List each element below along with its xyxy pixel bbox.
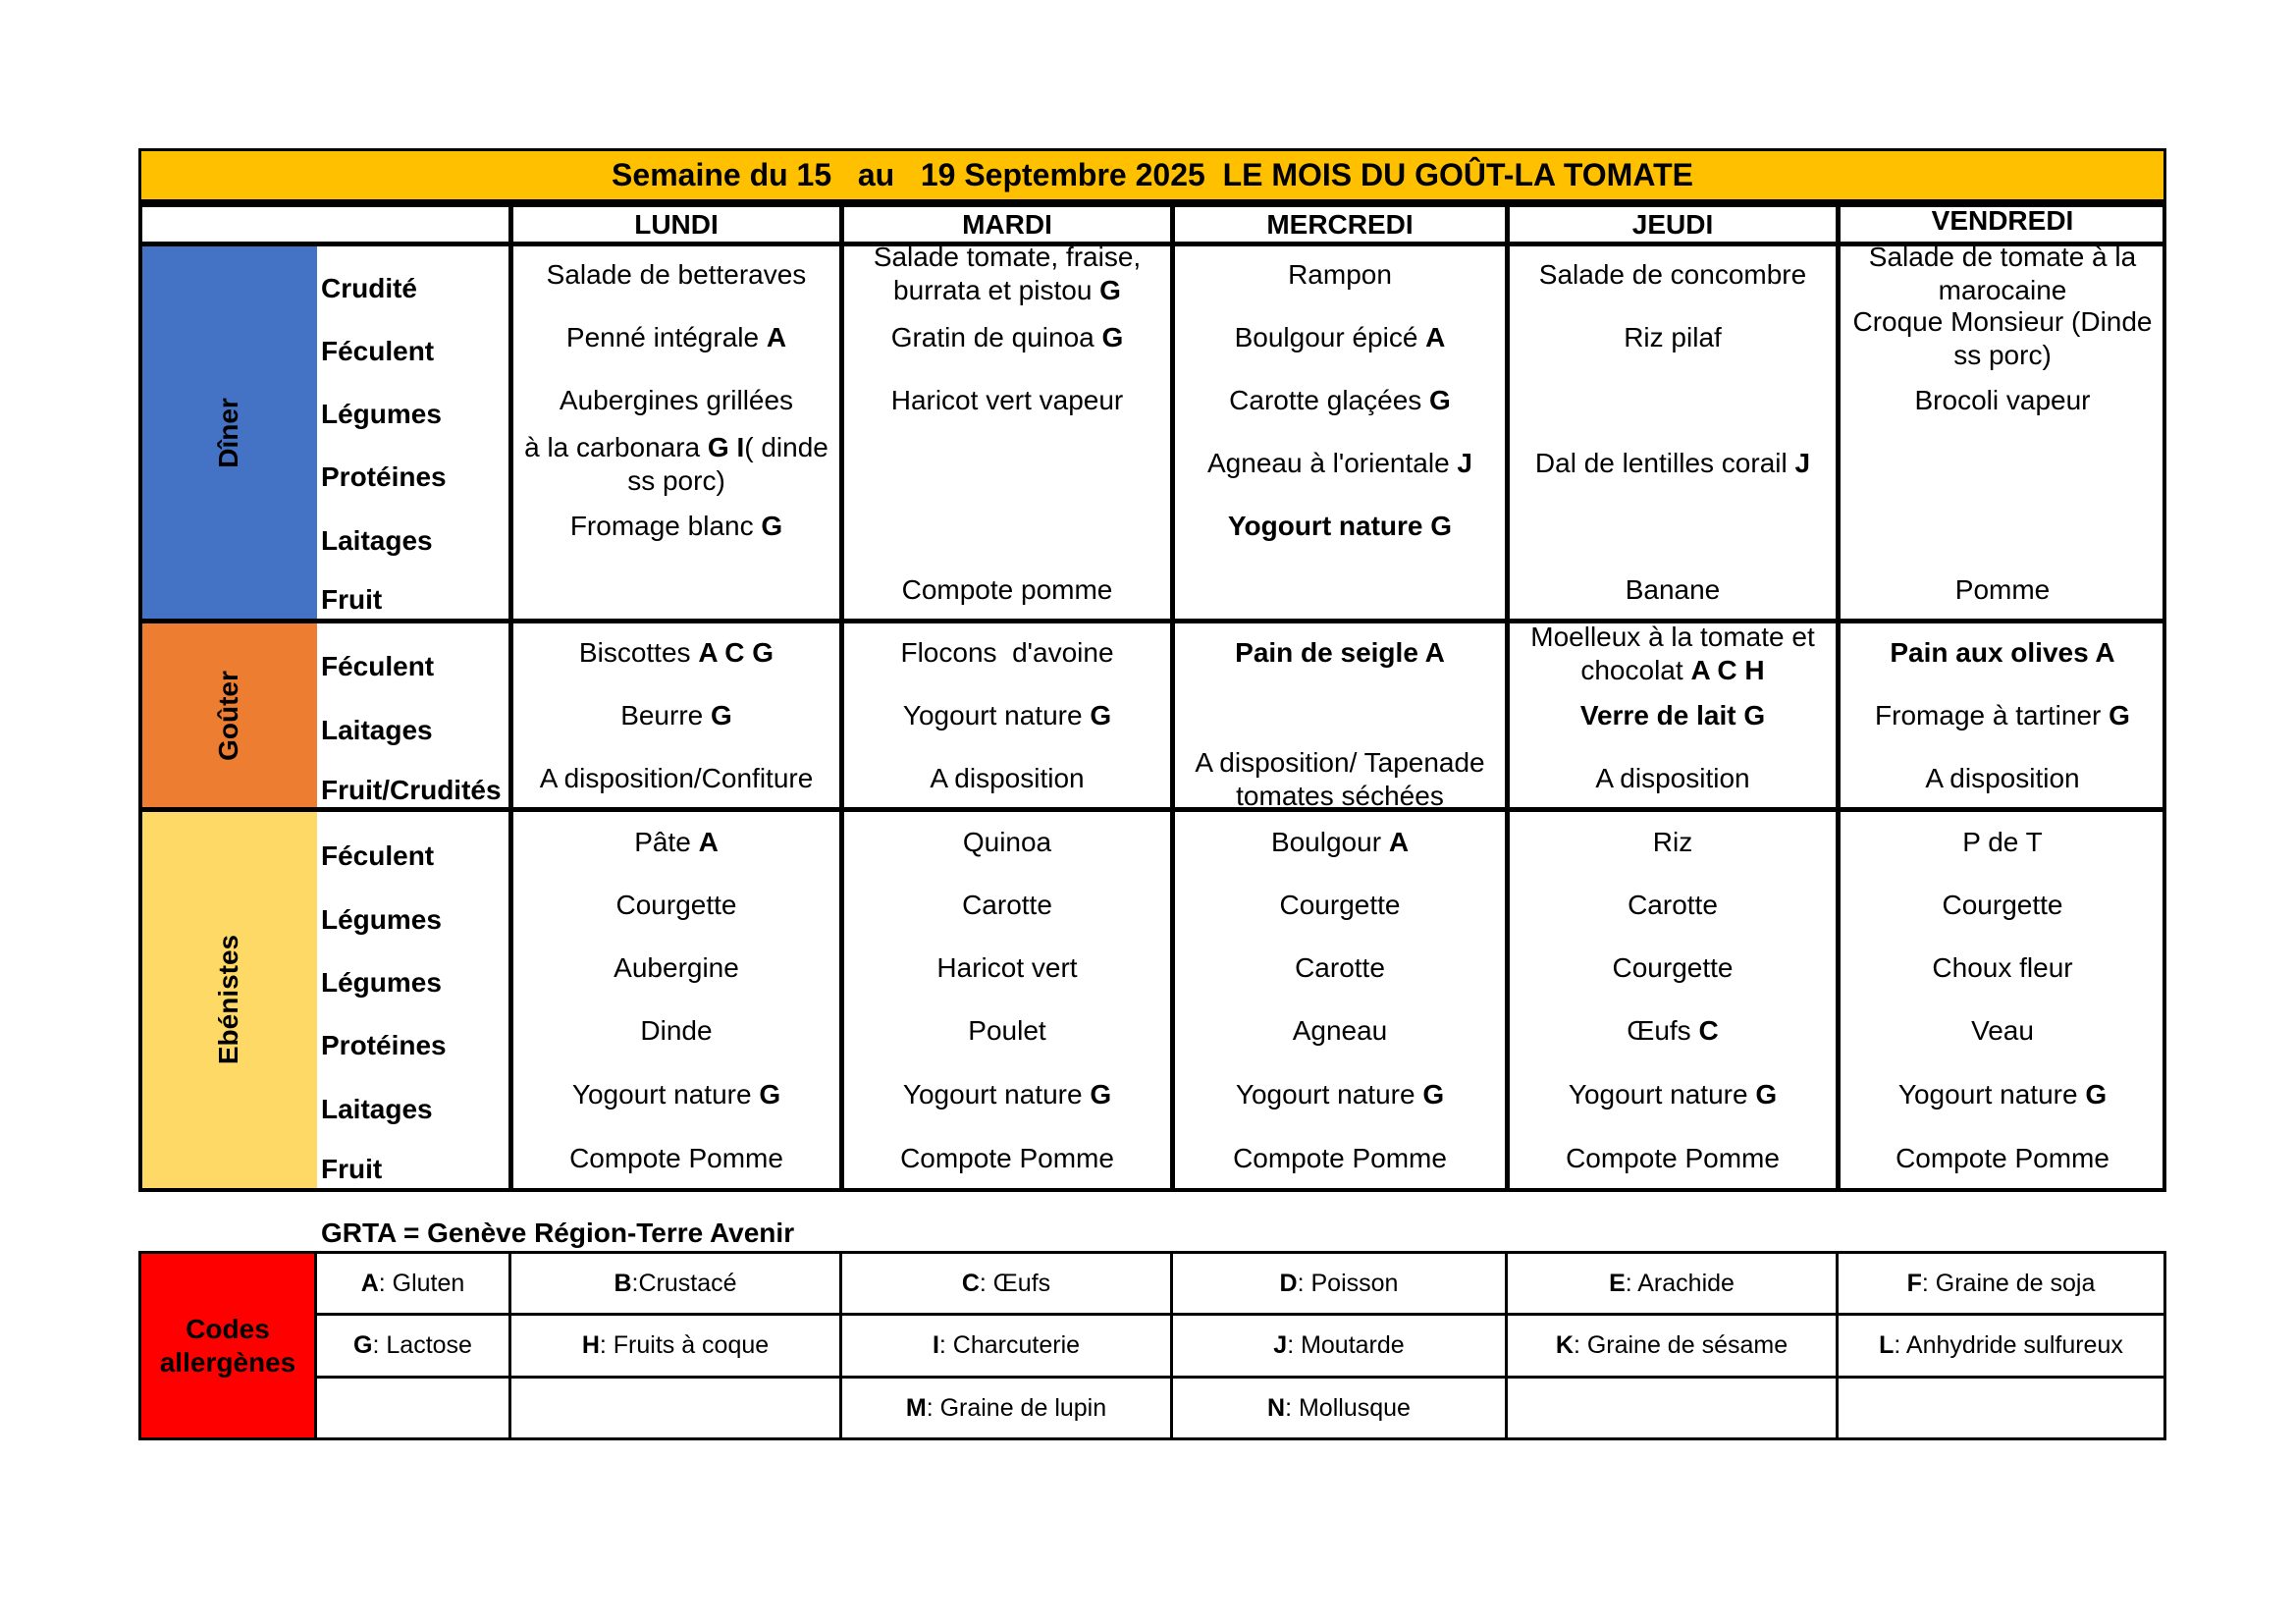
diner-section-label: Dîner: [213, 398, 243, 468]
menu-cell: Salade de betteraves: [546, 259, 807, 290]
menu-cell: Œufs C: [1627, 1015, 1719, 1046]
menu-cell: à la carbonara G I( dinde ss porc): [524, 432, 828, 496]
table-left-border: [138, 202, 142, 1192]
menu-cell: Compote Pomme: [1233, 1143, 1447, 1173]
allergen-code: A: [1388, 827, 1410, 857]
day-header-vendredi: VENDREDI: [1931, 204, 2074, 236]
menu-cell: Courgette: [1942, 890, 2063, 920]
row-label: Fruit/Crudités: [321, 775, 502, 805]
allergen-entry: C : Œufs: [961, 1269, 1051, 1297]
week-title: Semaine du 15 au 19 Septembre 2025 LE MOIS DU GOÛT-LA TOMATE: [138, 148, 2166, 202]
menu-cell: Compote Pomme: [1566, 1143, 1780, 1173]
section-separator-2: [138, 807, 2166, 812]
menu-cell: Salade de tomate à la marocaine: [1868, 242, 2137, 305]
allergen-code: G: [1090, 1079, 1112, 1110]
allergen-code: G I: [707, 432, 745, 462]
menu-cell: Pâte A: [634, 827, 719, 857]
allergen-entry: N : Mollusque: [1267, 1393, 1411, 1422]
allergen-entry: L : Anhydride sulfureux: [1879, 1331, 2123, 1359]
row-label: Fruit: [321, 584, 383, 615]
allergen-code: A: [698, 827, 719, 857]
allergen-entry: G : Lactose: [353, 1331, 472, 1359]
allergen-code: G: [2109, 700, 2130, 731]
menu-cell: Aubergine: [614, 952, 739, 983]
menu-cell: Pain aux olives A: [1890, 637, 2115, 668]
menu-cell: Choux fleur: [1932, 952, 2073, 983]
menu-cell: A disposition/ Tapenade tomates séchées: [1195, 747, 1485, 811]
allergen-entry: J : Moutarde: [1273, 1331, 1405, 1359]
allergen-code: G: [711, 700, 732, 731]
menu-cell: Yogourt nature G: [1897, 1079, 2108, 1110]
menu-cell: Courgette: [1612, 952, 1734, 983]
row-label: Protéines: [321, 1030, 447, 1060]
menu-cell: Carotte: [962, 890, 1052, 920]
menu-cell: Boulgour A: [1270, 827, 1410, 857]
allergen-code: G: [1099, 275, 1121, 305]
menu-cell: Agneau: [1292, 1015, 1388, 1046]
allergen-entry: D : Poisson: [1279, 1269, 1399, 1297]
menu-cell: Carotte glaçées G: [1229, 385, 1451, 415]
menu-cell: Boulgour épicé A: [1234, 322, 1446, 352]
allergen-code: A C G: [698, 637, 774, 668]
menu-cell: Compote Pomme: [1896, 1143, 2109, 1173]
menu-cell: Pain de seigle A: [1235, 637, 1445, 668]
menu-cell: Veau: [1971, 1015, 2034, 1046]
allergen-code: G: [1422, 1079, 1445, 1110]
menu-cell: Biscottes A C G: [578, 637, 774, 668]
menu-cell: Courgette: [1279, 890, 1401, 920]
allergen-code: G: [759, 1079, 781, 1110]
allergen-entry: A : Gluten: [360, 1269, 465, 1297]
allergen-code: G: [761, 511, 783, 541]
allergen-entry: F : Graine de soja: [1906, 1269, 2096, 1297]
row-label: Légumes: [321, 967, 442, 998]
menu-cell: Riz: [1652, 827, 1693, 857]
menu-cell: Yogourt nature G: [1568, 1079, 1778, 1110]
allergen-entry: B :Crustacé: [614, 1269, 737, 1297]
allergen-code: C: [1698, 1015, 1719, 1046]
menu-cell: Yogourt nature G: [1235, 1079, 1445, 1110]
menu-cell: Moelleux à la tomate et chocolat A C H: [1530, 622, 1815, 685]
allergen-code: G: [1755, 1079, 1778, 1110]
menu-cell: Penné intégrale A: [565, 322, 787, 352]
menu-cell: Dinde: [640, 1015, 713, 1046]
allergen-code: A: [766, 322, 787, 352]
row-label: Féculent: [321, 840, 435, 871]
allergen-entry: M : Graine de lupin: [905, 1393, 1107, 1422]
allergen-entry: E : Arachide: [1609, 1269, 1735, 1297]
row-label: Crudité: [321, 273, 417, 303]
allergen-grid-right: [2163, 1251, 2166, 1440]
allergen-code: A C H: [1690, 655, 1765, 685]
row-label: Légumes: [321, 399, 442, 429]
menu-cell: Haricot vert: [936, 952, 1078, 983]
menu-cell: P de T: [1962, 827, 2043, 857]
allergen-codes-label: Codes allergènes: [138, 1251, 317, 1440]
row-label: Légumes: [321, 904, 442, 935]
day-header-jeudi: JEUDI: [1631, 208, 1714, 240]
ebenistes-section-label: Ebénistes: [213, 934, 243, 1065]
row-label: Féculent: [321, 651, 435, 681]
allergen-code: J: [1794, 448, 1811, 478]
allergen-code: G: [2085, 1079, 2108, 1110]
menu-cell: Compote Pomme: [900, 1143, 1114, 1173]
allergen-entry: K : Graine de sésame: [1555, 1331, 1789, 1359]
menu-cell: Salade tomate, fraise, burrata et pistou G: [873, 242, 1142, 305]
menu-cell: A disposition/Confiture: [539, 763, 814, 793]
section-separator-1: [138, 619, 2166, 623]
menu-cell: Compote Pomme: [569, 1143, 783, 1173]
allergen-grid-bottom: [317, 1437, 2166, 1440]
menu-cell: Croque Monsieur (Dinde ss porc): [1852, 306, 2153, 370]
allergen-code: J: [1457, 448, 1472, 478]
gouter-section-label: Goûter: [213, 671, 243, 761]
menu-cell: Poulet: [968, 1015, 1046, 1046]
menu-cell: Yogourt nature G: [571, 1079, 781, 1110]
row-label: Laitages: [321, 715, 433, 745]
allergen-entry: I : Charcuterie: [932, 1331, 1081, 1359]
row-label: Laitages: [321, 525, 433, 556]
menu-cell: Beurre G: [620, 700, 732, 731]
menu-cell: Riz pilaf: [1624, 322, 1722, 352]
menu-cell: Aubergines grillées: [559, 385, 794, 415]
menu-cell: Pomme: [1954, 574, 2051, 605]
allergen-code: A: [1425, 322, 1446, 352]
menu-cell: Haricot vert vapeur: [890, 385, 1124, 415]
menu-cell: Gratin de quinoa G: [890, 322, 1124, 352]
menu-cell: Fromage blanc G: [569, 511, 783, 541]
day-header-mardi: MARDI: [962, 208, 1052, 240]
menu-cell: Flocons d'avoine: [900, 637, 1114, 668]
menu-cell: Agneau à l'orientale J: [1207, 448, 1472, 478]
menu-cell: Yogourt nature G: [902, 1079, 1112, 1110]
menu-cell: Dal de lentilles corail J: [1534, 448, 1811, 478]
day-header-mercredi: MERCREDI: [1266, 208, 1414, 240]
menu-cell: Yogourt nature G: [1227, 511, 1453, 541]
allergen-code: G: [1101, 322, 1124, 352]
menu-cell: Yogourt nature G: [902, 700, 1112, 731]
menu-cell: A disposition: [1595, 763, 1750, 793]
allergen-code: G: [1090, 700, 1112, 731]
row-label: Fruit: [321, 1154, 383, 1184]
menu-cell: Rampon: [1288, 259, 1392, 290]
menu-cell: Verre de lait G: [1579, 700, 1766, 731]
row-label: Laitages: [321, 1094, 433, 1124]
menu-cell: Brocoli vapeur: [1914, 385, 2091, 415]
menu-cell: Carotte: [1295, 952, 1385, 983]
table-bottom-border: [138, 1188, 2166, 1192]
menu-cell: Salade de concombre: [1538, 259, 1807, 290]
day-header-lundi: LUNDI: [634, 208, 719, 240]
allergen-entry: H : Fruits à coque: [581, 1331, 770, 1359]
menu-cell: Carotte: [1628, 890, 1718, 920]
menu-cell: Courgette: [615, 890, 737, 920]
menu-cell: A disposition: [930, 763, 1085, 793]
row-label: Protéines: [321, 461, 447, 492]
menu-cell: Banane: [1625, 574, 1721, 605]
menu-cell: Fromage à tartiner G: [1875, 700, 2130, 731]
allergen-code: G: [1429, 385, 1451, 415]
menu-cell: Quinoa: [962, 827, 1052, 857]
menu-cell: Compote pomme: [901, 574, 1113, 605]
row-label: Féculent: [321, 336, 435, 366]
grta-note: GRTA = Genève Région-Terre Avenir: [321, 1218, 795, 1248]
menu-cell: A disposition: [1925, 763, 2080, 793]
